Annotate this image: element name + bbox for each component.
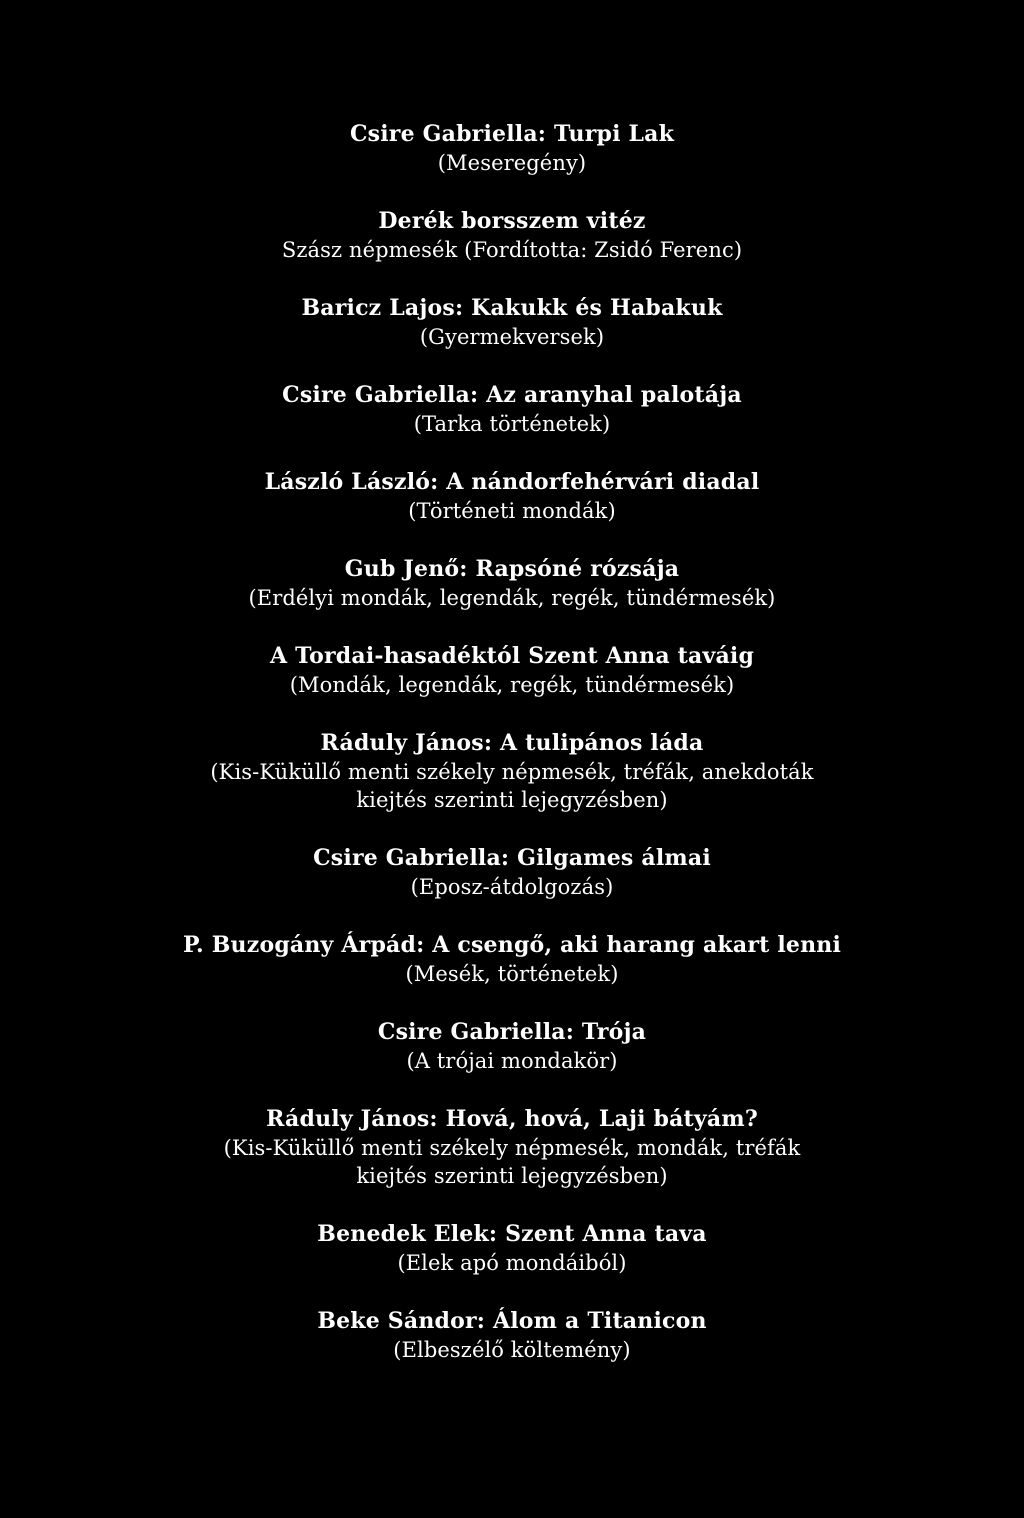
book-subtitle: (Kis-Küküllő menti székely népmesék, mondák, tréfák kiejtés szerinti lejegyzésben): [223, 1136, 801, 1188]
book-title: A Tordai-hasadéktól Szent Anna taváig: [269, 643, 755, 669]
book-entry: [0, 554, 1024, 612]
book-entry: [0, 843, 1024, 901]
book-title: Csire Gabriella: Gilgames álmai: [313, 845, 711, 871]
book-entry: [0, 206, 1024, 264]
book-subtitle: (A trójai mondakör): [406, 1049, 618, 1073]
book-title: Beke Sándor: Álom a Titanicon: [317, 1308, 707, 1334]
book-entry: [0, 1219, 1024, 1277]
book-subtitle: (Meseregény): [437, 151, 587, 175]
book-title: László László: A nándorfehérvári diadal: [264, 469, 760, 495]
book-entry: [0, 728, 1024, 814]
book-entry: [0, 930, 1024, 988]
book-subtitle: Szász népmesék (Fordította: Zsidó Ferenc): [281, 238, 743, 262]
book-subtitle: (Kis-Küküllő menti székely népmesék, tréfák, anekdoták kiejtés szerinti lejegyzésben): [210, 760, 814, 812]
book-entry: [0, 380, 1024, 438]
book-entry: [0, 293, 1024, 351]
book-subtitle: (Mondák, legendák, regék, tündérmesék): [289, 673, 735, 697]
book-subtitle: (Erdélyi mondák, legendák, regék, tündérmesék): [248, 586, 776, 610]
book-title: P. Buzogány Árpád: A csengő, aki harang akart lenni: [182, 932, 842, 958]
book-subtitle: (Elbeszélő költemény): [393, 1338, 631, 1362]
book-title: Gub Jenő: Rapsóné rózsája: [344, 556, 680, 582]
book-title: Ráduly János: A tulipános láda: [320, 730, 704, 756]
book-subtitle: (Eposz-átdolgozás): [410, 875, 614, 899]
book-subtitle: (Tarka történetek): [413, 412, 611, 436]
book-subtitle: (Történeti mondák): [408, 499, 616, 523]
book-entry: [0, 1306, 1024, 1364]
book-subtitle: (Elek apó mondáiból): [397, 1251, 627, 1275]
book-entry: [0, 1017, 1024, 1075]
book-title: Csire Gabriella: Az aranyhal palotája: [282, 382, 742, 408]
book-title: Benedek Elek: Szent Anna tava: [317, 1221, 707, 1247]
book-title: Csire Gabriella: Turpi Lak: [349, 121, 675, 147]
book-list: [0, 119, 1024, 1393]
book-subtitle: (Gyermekversek): [419, 325, 605, 349]
book-title: Derék borsszem vitéz: [378, 208, 646, 234]
book-entry: [0, 641, 1024, 699]
book-subtitle: (Mesék, történetek): [405, 962, 619, 986]
book-title: Ráduly János: Hová, hová, Laji bátyám?: [266, 1106, 758, 1132]
book-title: Csire Gabriella: Trója: [377, 1019, 647, 1045]
book-entry: [0, 467, 1024, 525]
book-entry: [0, 119, 1024, 177]
book-entry: [0, 1104, 1024, 1190]
book-title: Baricz Lajos: Kakukk és Habakuk: [301, 295, 723, 321]
